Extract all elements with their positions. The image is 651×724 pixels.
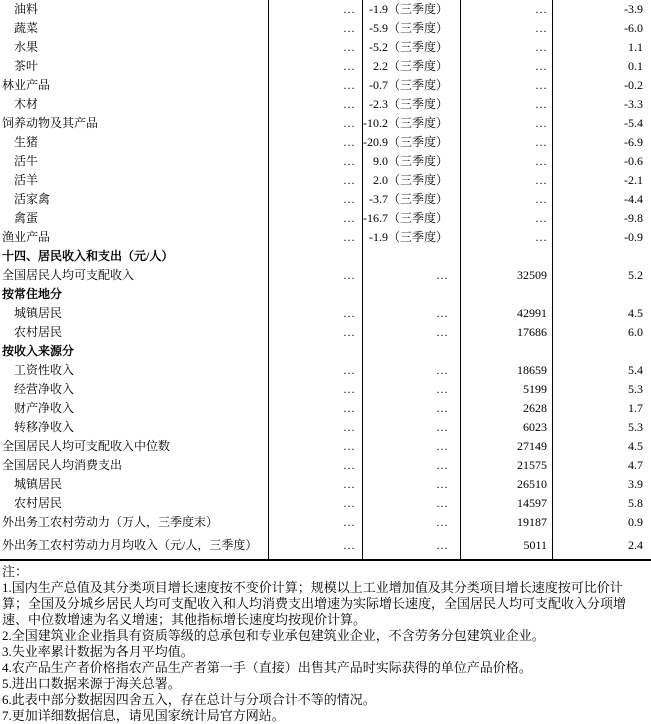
cell-col-4: 18659 xyxy=(461,361,553,380)
cell-col-5: 4.5 xyxy=(628,439,643,453)
cell-col-3: … xyxy=(363,456,461,475)
indicator-label xyxy=(0,171,269,190)
cell-col-5: -6.0 xyxy=(624,21,643,35)
table-row xyxy=(0,228,651,247)
indicator-label xyxy=(0,228,269,247)
indicator-label-text: 全国居民人均消费支出 xyxy=(2,458,123,472)
table-row xyxy=(0,95,651,114)
cell-col-4: 32509 xyxy=(461,266,553,285)
note-line-6: 6.此表中部分数据因四舍五入，存在总计与分项合计不等的情况。 xyxy=(2,692,376,707)
cell-col-2: … xyxy=(269,76,363,95)
cell-col-3: … xyxy=(363,323,461,342)
note-line-4: 4.农产品生产者价格指农产品生产者第一手（直接）出售其产品时实际获得的单位产品价格。 xyxy=(2,660,532,675)
cell-col-4: … xyxy=(461,57,553,76)
indicator-label-text: 活家禽 xyxy=(14,192,51,206)
cell-col-5 xyxy=(553,247,651,266)
cell-col-5: 1.1 xyxy=(628,40,643,54)
cell-col-3: … xyxy=(363,399,461,418)
cell-col-4: … xyxy=(461,133,553,152)
cell-col-5: 5.3 xyxy=(628,382,643,396)
indicator-label-text: 财产净收入 xyxy=(14,401,75,415)
cell-col-5: 2.4 xyxy=(628,538,643,552)
cell-col-5: -5.4 xyxy=(624,116,643,130)
cell-col-2: … xyxy=(269,38,363,57)
table-row xyxy=(0,285,651,304)
cell-col-4: 14597 xyxy=(461,494,553,513)
indicator-label xyxy=(0,114,269,133)
cell-col-4: … xyxy=(461,209,553,228)
cell-col-4: 5011 xyxy=(461,532,553,559)
indicator-label xyxy=(0,342,269,361)
indicator-label-text: 农村居民 xyxy=(14,325,63,339)
cell-col-4 xyxy=(461,285,553,304)
indicator-label-text: 工资性收入 xyxy=(14,363,75,377)
cell-col-2: … xyxy=(269,114,363,133)
indicator-label xyxy=(0,475,269,494)
cell-col-2: … xyxy=(269,0,363,19)
cell-col-5: 5.8 xyxy=(628,496,643,510)
indicator-label xyxy=(0,38,269,57)
indicator-label-text: 蔬菜 xyxy=(14,21,39,35)
cell-col-4: 42991 xyxy=(461,304,553,323)
cell-col-2: … xyxy=(269,19,363,38)
indicator-label-text: 活牛 xyxy=(14,154,39,168)
indicator-label-text: 按收入来源分 xyxy=(2,344,75,358)
cell-col-2: … xyxy=(269,437,363,456)
cell-col-4: … xyxy=(461,114,553,133)
cell-col-5: 0.1 xyxy=(628,59,643,73)
cell-col-4: … xyxy=(461,228,553,247)
table-row xyxy=(0,152,651,171)
cell-col-5: -6.9 xyxy=(624,135,643,149)
cell-col-5: 3.9 xyxy=(628,477,643,491)
cell-col-3: -2.3（三季度） xyxy=(363,95,461,114)
indicator-label xyxy=(0,532,269,559)
indicator-label-text: 十四、居民收入和支出（元/人） xyxy=(2,249,174,263)
cell-col-4: … xyxy=(461,190,553,209)
table-row xyxy=(0,38,651,57)
cell-col-3: … xyxy=(363,475,461,494)
cell-col-5: 6.0 xyxy=(628,325,643,339)
cell-col-4 xyxy=(461,247,553,266)
note-line-5: 5.进出口数据来源于海关总署。 xyxy=(2,676,181,691)
cell-col-2: … xyxy=(269,57,363,76)
table-row xyxy=(0,0,651,19)
cell-col-4: … xyxy=(461,152,553,171)
cell-col-5: 5.4 xyxy=(628,363,643,377)
cell-col-3: -5.2（三季度） xyxy=(363,38,461,57)
table-row xyxy=(0,475,651,494)
indicator-label-text: 外出务工农村劳动力（万人，三季度末） xyxy=(2,515,219,529)
cell-col-5: 4.5 xyxy=(628,306,643,320)
cell-col-2: … xyxy=(269,475,363,494)
indicator-label-text: 城镇居民 xyxy=(14,477,63,491)
cell-col-4: … xyxy=(461,38,553,57)
cell-col-5: -0.9 xyxy=(624,230,643,244)
indicator-label xyxy=(0,95,269,114)
cell-col-5: 5.3 xyxy=(628,420,643,434)
indicator-label xyxy=(0,437,269,456)
indicator-label xyxy=(0,133,269,152)
cell-col-3: 9.0（三季度） xyxy=(363,152,461,171)
cell-col-3: … xyxy=(363,437,461,456)
indicator-label xyxy=(0,57,269,76)
cell-col-2: … xyxy=(269,95,363,114)
indicator-label xyxy=(0,247,269,266)
table-row xyxy=(0,418,651,437)
cell-col-5: -3.3 xyxy=(624,97,643,111)
table-row xyxy=(0,266,651,285)
cell-col-2: … xyxy=(269,228,363,247)
table-row xyxy=(0,133,651,152)
cell-col-5: 5.2 xyxy=(628,268,643,282)
cell-col-5: -2.1 xyxy=(624,173,643,187)
cell-col-5: -3.9 xyxy=(624,2,643,16)
table-row xyxy=(0,342,651,361)
table-row xyxy=(0,361,651,380)
cell-col-3: -16.7（三季度） xyxy=(363,209,461,228)
indicator-label xyxy=(0,76,269,95)
note-line-3: 3.失业率累计数据为各月平均值。 xyxy=(2,644,194,659)
indicator-label xyxy=(0,209,269,228)
cell-col-4: … xyxy=(461,95,553,114)
indicator-label-text: 茶叶 xyxy=(14,59,39,73)
cell-col-3: … xyxy=(363,304,461,323)
cell-col-2: … xyxy=(269,380,363,399)
cell-col-2 xyxy=(269,247,363,266)
cell-col-2: … xyxy=(269,133,363,152)
indicator-label xyxy=(0,266,269,285)
cell-col-3: -20.9（三季度） xyxy=(363,133,461,152)
table-row xyxy=(0,323,651,342)
cell-col-2: … xyxy=(269,494,363,513)
cell-col-3: … xyxy=(363,418,461,437)
cell-col-4: 26510 xyxy=(461,475,553,494)
cell-col-4: 2628 xyxy=(461,399,553,418)
indicator-label-text: 饲养动物及其产品 xyxy=(2,116,99,130)
note-line-1: 1.国内生产总值及其分类项目增长速度按不变价计算；规模以上工业增加值及其分类项目增长速度按可比价计算；全国及分城乡居民人均可支配收入和人均消费支出增速为实际增长速度，全国居民人均可支配收入分项增速、中位数增速为名义增速；其他指标增长速度均按现价计算。 xyxy=(2,580,627,627)
notes-section xyxy=(0,561,636,724)
cell-col-5: -9.8 xyxy=(624,211,643,225)
cell-col-2: … xyxy=(269,456,363,475)
cell-col-2: … xyxy=(269,304,363,323)
indicator-label-text: 水果 xyxy=(14,40,39,54)
indicator-label-text: 活羊 xyxy=(14,173,39,187)
table-row xyxy=(0,209,651,228)
cell-col-4: 17686 xyxy=(461,323,553,342)
indicator-label xyxy=(0,513,269,532)
indicator-label-text: 农村居民 xyxy=(14,496,63,510)
cell-col-3: … xyxy=(363,513,461,532)
cell-col-4: 19187 xyxy=(461,513,553,532)
cell-col-2: … xyxy=(269,190,363,209)
cell-col-4: 21575 xyxy=(461,456,553,475)
cell-col-5 xyxy=(553,342,651,361)
cell-col-3: … xyxy=(363,266,461,285)
table-row xyxy=(0,57,651,76)
cell-col-3 xyxy=(363,285,461,304)
cell-col-2: … xyxy=(269,361,363,380)
cell-col-5: -0.2 xyxy=(624,78,643,92)
indicator-label xyxy=(0,152,269,171)
notes-title: 注： xyxy=(2,564,29,579)
cell-col-5: -4.4 xyxy=(624,192,643,206)
indicator-label-text: 禽蛋 xyxy=(14,211,39,225)
cell-col-3: -1.9（三季度） xyxy=(363,228,461,247)
cell-col-5: -0.6 xyxy=(624,154,643,168)
table-row xyxy=(0,513,651,532)
indicator-label-text: 林业产品 xyxy=(2,78,51,92)
cell-col-5: 0.9 xyxy=(628,515,643,529)
cell-col-2: … xyxy=(269,171,363,190)
cell-col-3: -3.7（三季度） xyxy=(363,190,461,209)
indicator-label xyxy=(0,494,269,513)
cell-col-5 xyxy=(553,285,651,304)
cell-col-2: … xyxy=(269,209,363,228)
indicator-label-text: 木材 xyxy=(14,97,39,111)
table-row xyxy=(0,437,651,456)
indicator-label-text: 外出务工农村劳动力月均收入（元/人，三季度） xyxy=(2,538,258,552)
table-row xyxy=(0,190,651,209)
table-row xyxy=(0,494,651,513)
cell-col-4: … xyxy=(461,76,553,95)
indicator-label xyxy=(0,0,269,19)
table-row xyxy=(0,247,651,266)
cell-col-2 xyxy=(269,342,363,361)
indicator-label-text: 按常住地分 xyxy=(2,287,63,301)
indicator-label xyxy=(0,399,269,418)
cell-col-2: … xyxy=(269,399,363,418)
cell-col-3: … xyxy=(363,494,461,513)
cell-col-3: 2.2（三季度） xyxy=(363,57,461,76)
cell-col-4: … xyxy=(461,171,553,190)
indicator-label-text: 转移净收入 xyxy=(14,420,75,434)
note-line-2: 2.全国建筑业企业指具有资质等级的总承包和专业承包建筑业企业，不含劳务分包建筑业企业。 xyxy=(2,628,545,643)
cell-col-4: 6023 xyxy=(461,418,553,437)
indicator-label-text: 全国居民人均可支配收入中位数 xyxy=(2,439,171,453)
cell-col-2: … xyxy=(269,513,363,532)
cell-col-4: … xyxy=(461,19,553,38)
cell-col-2: … xyxy=(269,418,363,437)
cell-col-4: … xyxy=(461,0,553,19)
table-row xyxy=(0,114,651,133)
table-row xyxy=(0,76,651,95)
cell-col-4: 5199 xyxy=(461,380,553,399)
cell-col-3 xyxy=(363,342,461,361)
indicator-label-text: 油料 xyxy=(14,2,39,16)
indicator-label xyxy=(0,418,269,437)
cell-col-3: -5.9（三季度） xyxy=(363,19,461,38)
cell-col-3: 2.0（三季度） xyxy=(363,171,461,190)
cell-col-4 xyxy=(461,342,553,361)
note-line-7: 7.更加详细数据信息，请见国家统计局官方网站。 xyxy=(2,708,285,723)
table-row xyxy=(0,399,651,418)
indicator-label xyxy=(0,190,269,209)
indicator-label-text: 经营净收入 xyxy=(14,382,75,396)
cell-col-3: -0.7（三季度） xyxy=(363,76,461,95)
indicator-label xyxy=(0,304,269,323)
indicator-label xyxy=(0,323,269,342)
table-row xyxy=(0,532,651,559)
table-row xyxy=(0,380,651,399)
cell-col-2: … xyxy=(269,266,363,285)
cell-col-3: … xyxy=(363,532,461,559)
cell-col-2: … xyxy=(269,323,363,342)
cell-col-3: -1.9（三季度） xyxy=(363,0,461,19)
indicator-label xyxy=(0,285,269,304)
cell-col-3: … xyxy=(363,361,461,380)
table-row xyxy=(0,171,651,190)
table-row xyxy=(0,19,651,38)
cell-col-5: 4.7 xyxy=(628,458,643,472)
cell-col-3: -10.2（三季度） xyxy=(363,114,461,133)
table-row xyxy=(0,304,651,323)
indicator-label xyxy=(0,19,269,38)
cell-col-2 xyxy=(269,285,363,304)
indicator-label xyxy=(0,361,269,380)
cell-col-4: 27149 xyxy=(461,437,553,456)
cell-col-5: 1.7 xyxy=(628,401,643,415)
indicator-label xyxy=(0,380,269,399)
cell-col-3 xyxy=(363,247,461,266)
indicator-label xyxy=(0,456,269,475)
indicator-label-text: 全国居民人均可支配收入 xyxy=(2,268,135,282)
table-row xyxy=(0,456,651,475)
indicator-label-text: 渔业产品 xyxy=(2,230,51,244)
cell-col-3: … xyxy=(363,380,461,399)
cell-col-2: … xyxy=(269,532,363,559)
indicator-label-text: 城镇居民 xyxy=(14,306,63,320)
indicator-label-text: 生猪 xyxy=(14,135,39,149)
cell-col-2: … xyxy=(269,152,363,171)
